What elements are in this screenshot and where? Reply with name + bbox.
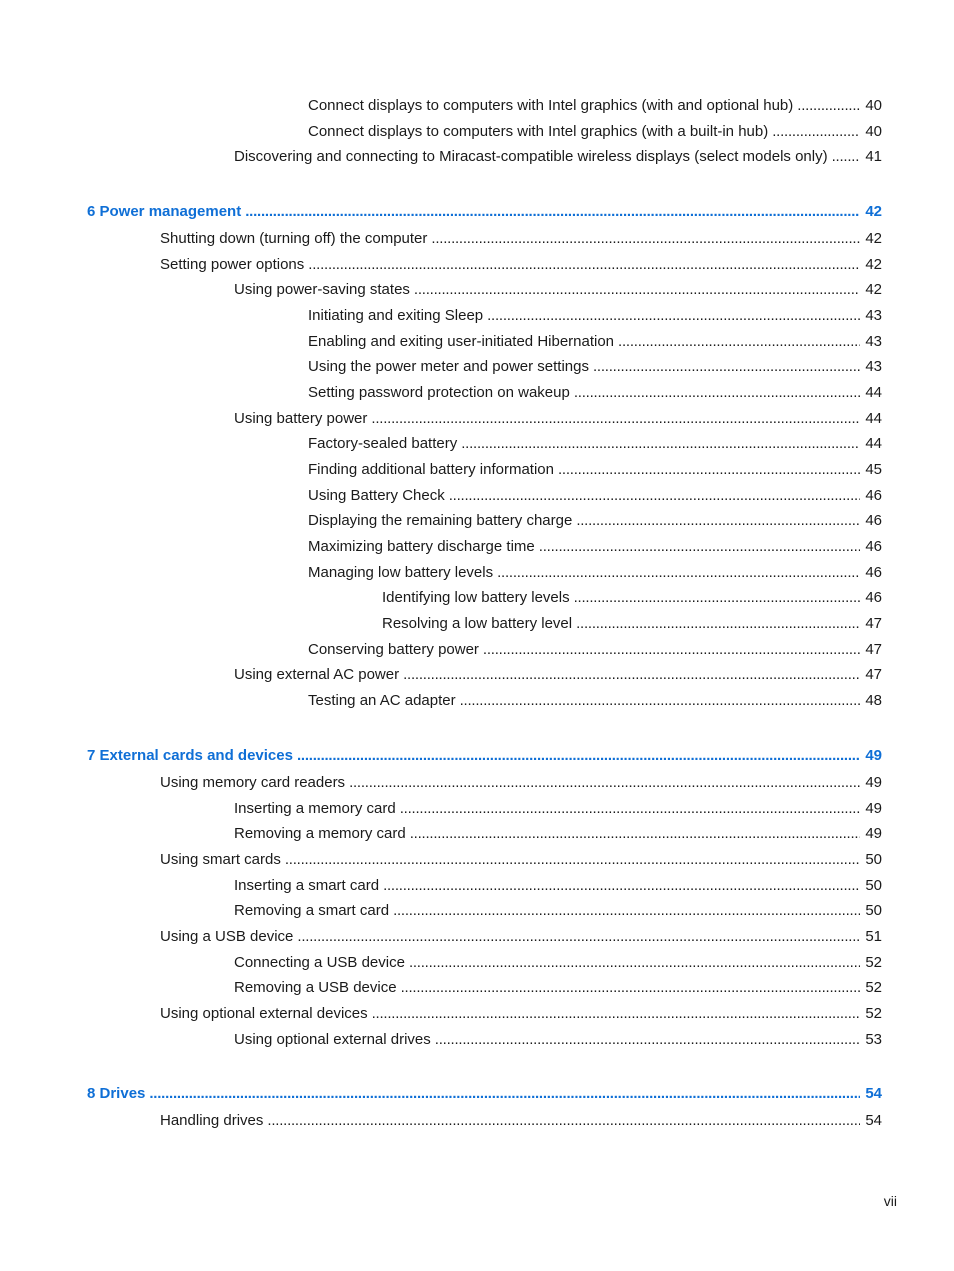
toc-entry[interactable]	[0, 876, 882, 896]
toc-entry-page: 46	[865, 564, 882, 581]
toc-entry-title: 7 External cards and devices	[87, 747, 293, 764]
toc-entry-title: Enabling and exiting user-initiated Hibernation	[308, 333, 615, 350]
dot-leader	[245, 202, 860, 222]
page-number: vii	[883, 1193, 897, 1209]
toc-entry-page: 42	[865, 256, 882, 273]
toc-entry-page: 49	[865, 825, 882, 842]
toc-entry-title: Removing a smart card	[234, 902, 390, 919]
toc-entry-page: 44	[865, 435, 882, 452]
toc-entry-page: 46	[865, 589, 882, 606]
toc-entry[interactable]	[0, 901, 882, 921]
dot-leader	[308, 255, 860, 275]
toc-entry-title: Resolving a low battery level	[382, 615, 573, 632]
toc-entry[interactable]	[0, 306, 882, 326]
dot-leader	[593, 357, 860, 377]
toc-entry-page: 48	[865, 692, 882, 709]
dot-leader	[410, 824, 860, 844]
toc-entry[interactable]	[0, 460, 882, 480]
dot-leader	[574, 588, 860, 608]
dot-leader	[576, 614, 860, 634]
toc-entry-page: 52	[865, 979, 882, 996]
dot-leader	[383, 876, 860, 896]
toc-entry[interactable]	[0, 280, 882, 300]
toc-entry-title: 8 Drives	[87, 1085, 146, 1102]
toc-entry-title: Using Battery Check	[308, 487, 445, 504]
toc-entry-page: 47	[865, 641, 882, 658]
toc-entry-page: 42	[865, 281, 882, 298]
toc-chapter-entry[interactable]	[0, 202, 882, 222]
toc-entry-title: Initiating and exiting Sleep	[308, 307, 484, 324]
toc-entry-title: Identifying low battery levels	[382, 589, 570, 606]
toc-entry-title: Setting power options	[160, 256, 305, 273]
toc-entry[interactable]	[0, 147, 882, 167]
dot-leader	[460, 691, 860, 711]
toc-entry[interactable]	[0, 850, 882, 870]
toc-entry[interactable]	[0, 255, 882, 275]
toc-entry-title: Using the power meter and power settings	[308, 358, 589, 375]
toc-entry-page: 45	[865, 461, 882, 478]
dot-leader	[539, 537, 860, 557]
toc-entry[interactable]	[0, 486, 882, 506]
toc-entry-page: 50	[865, 902, 882, 919]
toc-entry-page: 53	[865, 1031, 882, 1048]
toc-entry-page: 42	[865, 203, 882, 220]
dot-leader	[431, 229, 860, 249]
toc-entry[interactable]	[0, 1030, 882, 1050]
toc-entry-title: Factory-sealed battery	[308, 435, 458, 452]
dot-leader	[449, 486, 860, 506]
dot-leader	[832, 147, 860, 167]
toc-entry-title: Using battery power	[234, 410, 368, 427]
toc-entry[interactable]	[0, 229, 882, 249]
toc-entry[interactable]	[0, 588, 882, 608]
toc-entry-title: Inserting a memory card	[234, 800, 396, 817]
dot-leader	[149, 1084, 860, 1104]
toc-entry-page: 49	[865, 774, 882, 791]
toc-entry[interactable]	[0, 614, 882, 634]
toc-entry-page: 54	[865, 1112, 882, 1129]
dot-leader	[487, 306, 860, 326]
toc-entry-page: 51	[865, 928, 882, 945]
toc-entry-page: 41	[865, 148, 882, 165]
toc-entry[interactable]	[0, 640, 882, 660]
toc-entry-page: 40	[865, 123, 882, 140]
toc-entry-title: Using power-saving states	[234, 281, 410, 298]
toc-entry-title: Testing an AC adapter	[308, 692, 456, 709]
toc-entry-title: Using a USB device	[160, 928, 294, 945]
toc-entry-title: Managing low battery levels	[308, 564, 494, 581]
dot-leader	[772, 122, 860, 142]
dot-leader	[401, 978, 860, 998]
toc-entry-page: 46	[865, 487, 882, 504]
toc-entry-page: 43	[865, 358, 882, 375]
toc-entry-page: 46	[865, 512, 882, 529]
toc-entry[interactable]	[0, 978, 882, 998]
toc-entry[interactable]	[0, 665, 882, 685]
dot-leader	[483, 640, 860, 660]
dot-leader	[797, 96, 860, 116]
toc-entry-page: 49	[865, 747, 882, 764]
dot-leader	[349, 773, 860, 793]
toc-entry-title: Using memory card readers	[160, 774, 346, 791]
toc-entry-page: 46	[865, 538, 882, 555]
toc-entry-title: Conserving battery power	[308, 641, 479, 658]
toc-entry-page: 43	[865, 307, 882, 324]
dot-leader	[618, 332, 860, 352]
dot-leader	[267, 1111, 860, 1131]
toc-entry-page: 50	[865, 851, 882, 868]
dot-leader	[393, 901, 860, 921]
toc-entry-title: Maximizing battery discharge time	[308, 538, 535, 555]
toc-entry[interactable]	[0, 122, 882, 142]
toc-entry[interactable]	[0, 927, 882, 947]
toc-entry-title: Using optional external devices	[160, 1005, 368, 1022]
toc-entry[interactable]	[0, 799, 882, 819]
toc-entry-page: 44	[865, 410, 882, 427]
toc-entry-page: 49	[865, 800, 882, 817]
toc-entry-page: 47	[865, 615, 882, 632]
toc-entry-title: Connect displays to computers with Intel graphics (with and optional hub)	[308, 97, 794, 114]
toc-entry-title: Finding additional battery information	[308, 461, 554, 478]
toc-entry[interactable]	[0, 511, 882, 531]
dot-leader	[576, 511, 860, 531]
toc-chapter-entry[interactable]	[0, 746, 882, 766]
toc-entry-title: Discovering and connecting to Miracast-compatible wireless displays (select models only)	[234, 148, 828, 165]
toc-entry-title: Setting password protection on wakeup	[308, 384, 570, 401]
toc-entry-page: 52	[865, 954, 882, 971]
toc-entry-page: 40	[865, 97, 882, 114]
toc-entry-title: Handling drives	[160, 1112, 264, 1129]
toc-entry[interactable]	[0, 357, 882, 377]
toc-entry-page: 42	[865, 230, 882, 247]
dot-leader	[400, 799, 860, 819]
toc-entry-title: Connecting a USB device	[234, 954, 405, 971]
dot-leader	[372, 1004, 860, 1024]
toc-entry-page: 43	[865, 333, 882, 350]
dot-leader	[285, 850, 860, 870]
toc-entry-title: 6 Power management	[87, 203, 242, 220]
toc-entry[interactable]	[0, 96, 882, 116]
toc-entry-title: Using external AC power	[234, 666, 400, 683]
toc-entry[interactable]	[0, 1111, 882, 1131]
toc-entry[interactable]	[0, 537, 882, 557]
toc-entry[interactable]	[0, 773, 882, 793]
dot-leader	[435, 1030, 860, 1050]
toc-entry[interactable]	[0, 563, 882, 583]
toc-entry[interactable]	[0, 383, 882, 403]
toc-entry-title: Shutting down (turning off) the computer	[160, 230, 428, 247]
toc-entry-title: Connect displays to computers with Intel graphics (with a built-in hub)	[308, 123, 769, 140]
toc-entry[interactable]	[0, 1004, 882, 1024]
dot-leader	[414, 280, 860, 300]
dot-leader	[403, 665, 860, 685]
toc-chapter-entry[interactable]	[0, 1084, 882, 1104]
toc-entry[interactable]	[0, 434, 882, 454]
toc-entry-title: Using smart cards	[160, 851, 281, 868]
dot-leader	[297, 746, 860, 766]
dot-leader	[409, 953, 860, 973]
dot-leader	[497, 563, 860, 583]
dot-leader	[297, 927, 860, 947]
toc-entry[interactable]	[0, 691, 882, 711]
toc-entry[interactable]	[0, 824, 882, 844]
toc-entry-page: 44	[865, 384, 882, 401]
toc-entry[interactable]	[0, 953, 882, 973]
toc-entry-title: Removing a USB device	[234, 979, 397, 996]
toc-entry-title: Removing a memory card	[234, 825, 406, 842]
toc-entry-page: 54	[865, 1085, 882, 1102]
toc-entry-page: 50	[865, 877, 882, 894]
dot-leader	[371, 409, 860, 429]
dot-leader	[574, 383, 860, 403]
dot-leader	[461, 434, 860, 454]
toc-entry[interactable]	[0, 332, 882, 352]
toc-entry-page: 47	[865, 666, 882, 683]
dot-leader	[558, 460, 860, 480]
toc-entry-page: 52	[865, 1005, 882, 1022]
toc-entry-title: Using optional external drives	[234, 1031, 431, 1048]
toc-entry-title: Inserting a smart card	[234, 877, 380, 894]
toc-entry-title: Displaying the remaining battery charge	[308, 512, 573, 529]
toc-entry[interactable]	[0, 409, 882, 429]
